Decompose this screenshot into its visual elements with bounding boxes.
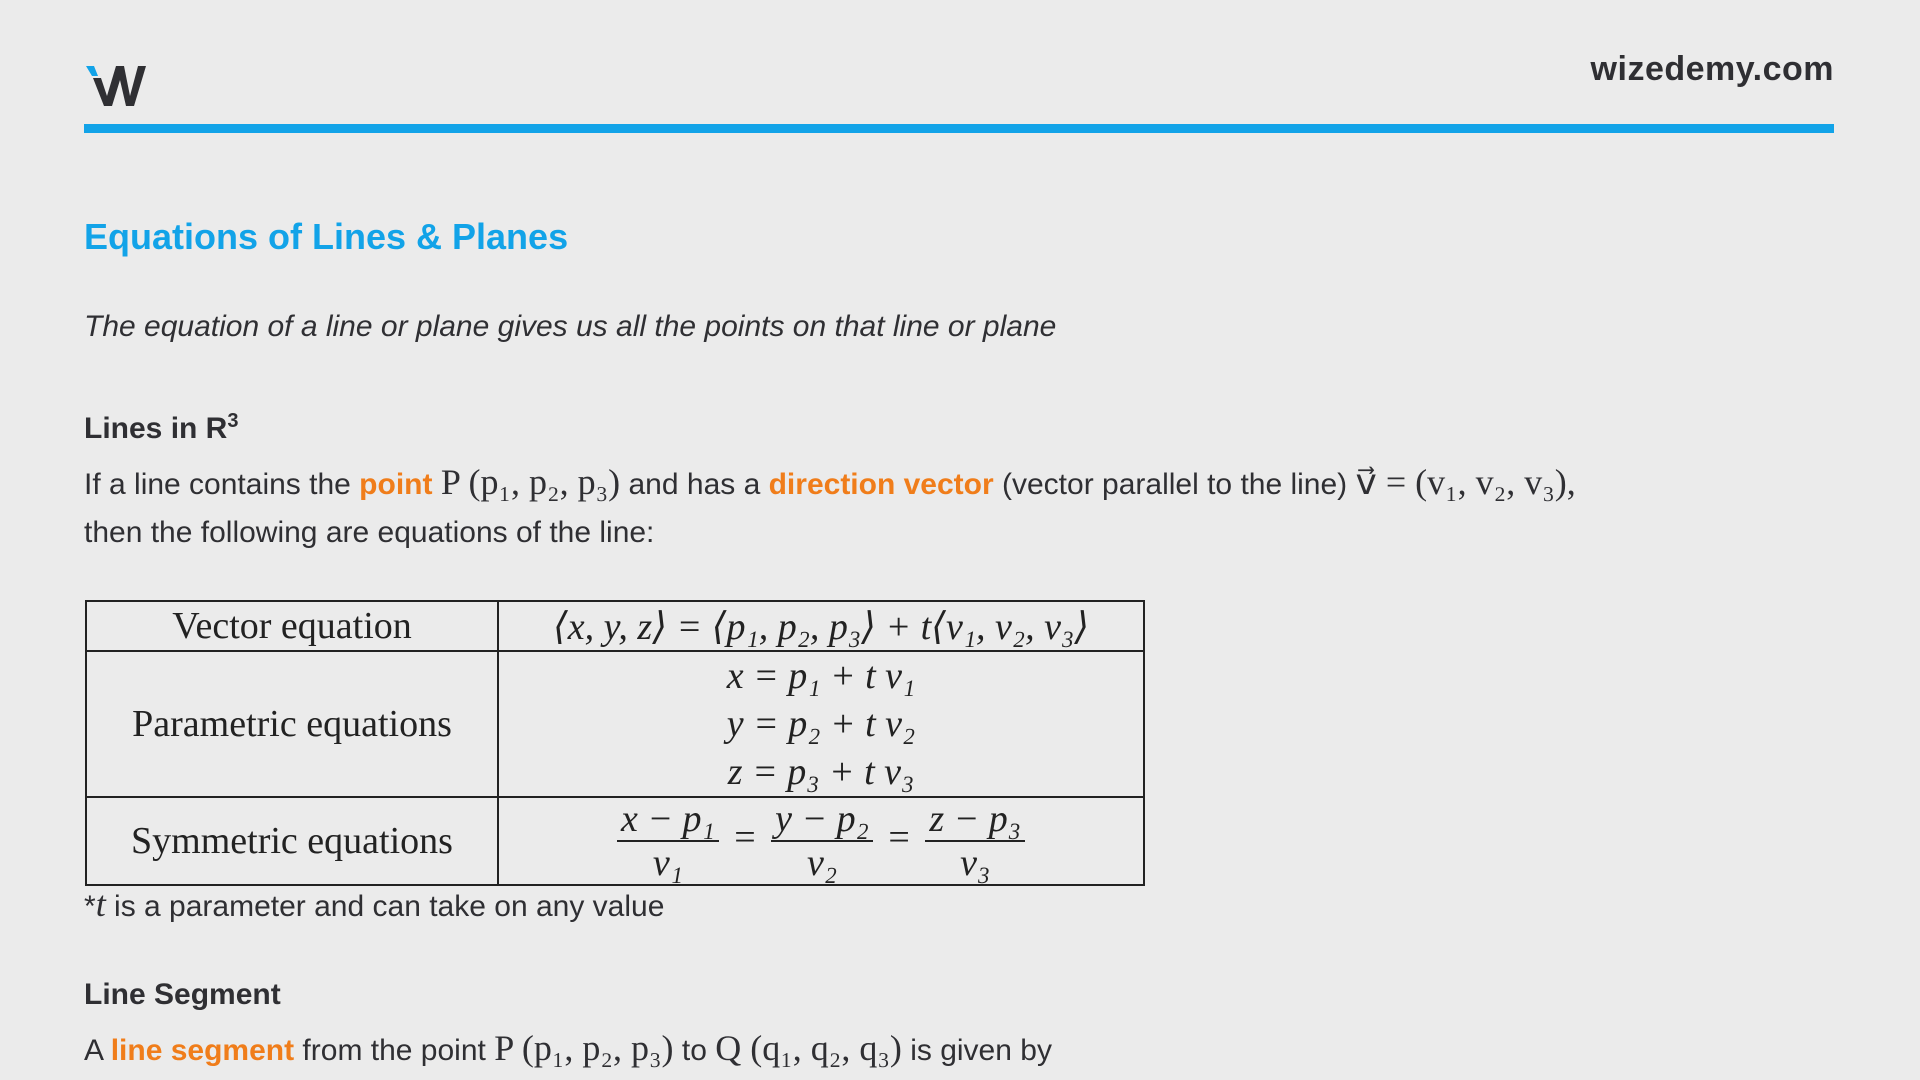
page-title: Equations of Lines & Planes: [84, 216, 569, 257]
fraction: $\frac{\text{x − p₁}}{\text{v₁}}$: [617, 798, 719, 884]
row-label: Parametric equations: [86, 651, 498, 797]
row-label: Vector equation: [86, 601, 498, 651]
vector-equation: ⟨x, y, z⟩ = ⟨p₁, p₂, p₃⟩ + t⟨v₁, v₂, v₃⟩: [552, 605, 1090, 648]
lines-heading: Lines in $R^3$: [84, 410, 239, 445]
wizedemy-logo: [84, 62, 148, 108]
fraction: $\frac{\text{y − p₂}}{\text{v₂}}$: [771, 798, 873, 884]
table-row: [86, 651, 1144, 797]
row-label: Symmetric equations: [86, 797, 498, 885]
table-row: Symmetric equations $\frac{\text{x − p₁}}{\text{v₁}}$ = $\frac{\text{y − p₂}}{\text{v₂}}$ = $\frac{\text{z − p₃}}{\text{v₃}}$: [86, 797, 1144, 885]
site-name: wizedemy.com: [1590, 50, 1834, 88]
subtitle: The equation of a line or plane gives us all the points on that line or plane: [84, 310, 1057, 343]
parametric-x: x = p₁ + t v₁: [726, 655, 916, 697]
segment-paragraph: A line segment from the point P (p₁, p₂, p₃) to Q (q₁, q₂, q₃) is given by: [84, 1028, 1052, 1068]
line-equations-table: [85, 600, 1145, 886]
lines-paragraph: If a line contains the point P (p₁, p₂, p₃) and has a direction vector (vector parallel to the line) v⃗ = (v₁, v₂, v₃), then the following are equations of the line:: [84, 462, 1576, 549]
parameter-note: *t is a parameter and can take on any value: [84, 884, 665, 924]
header-divider: [84, 124, 1834, 133]
parametric-z: z = p₃ + t v₃: [727, 751, 915, 793]
segment-heading: Line Segment: [84, 978, 281, 1011]
parametric-y: y = p₂ + t v₂: [726, 703, 916, 745]
table-row: [86, 601, 1144, 651]
fraction: $\frac{\text{z − p₃}}{\text{v₃}}$: [925, 798, 1025, 884]
